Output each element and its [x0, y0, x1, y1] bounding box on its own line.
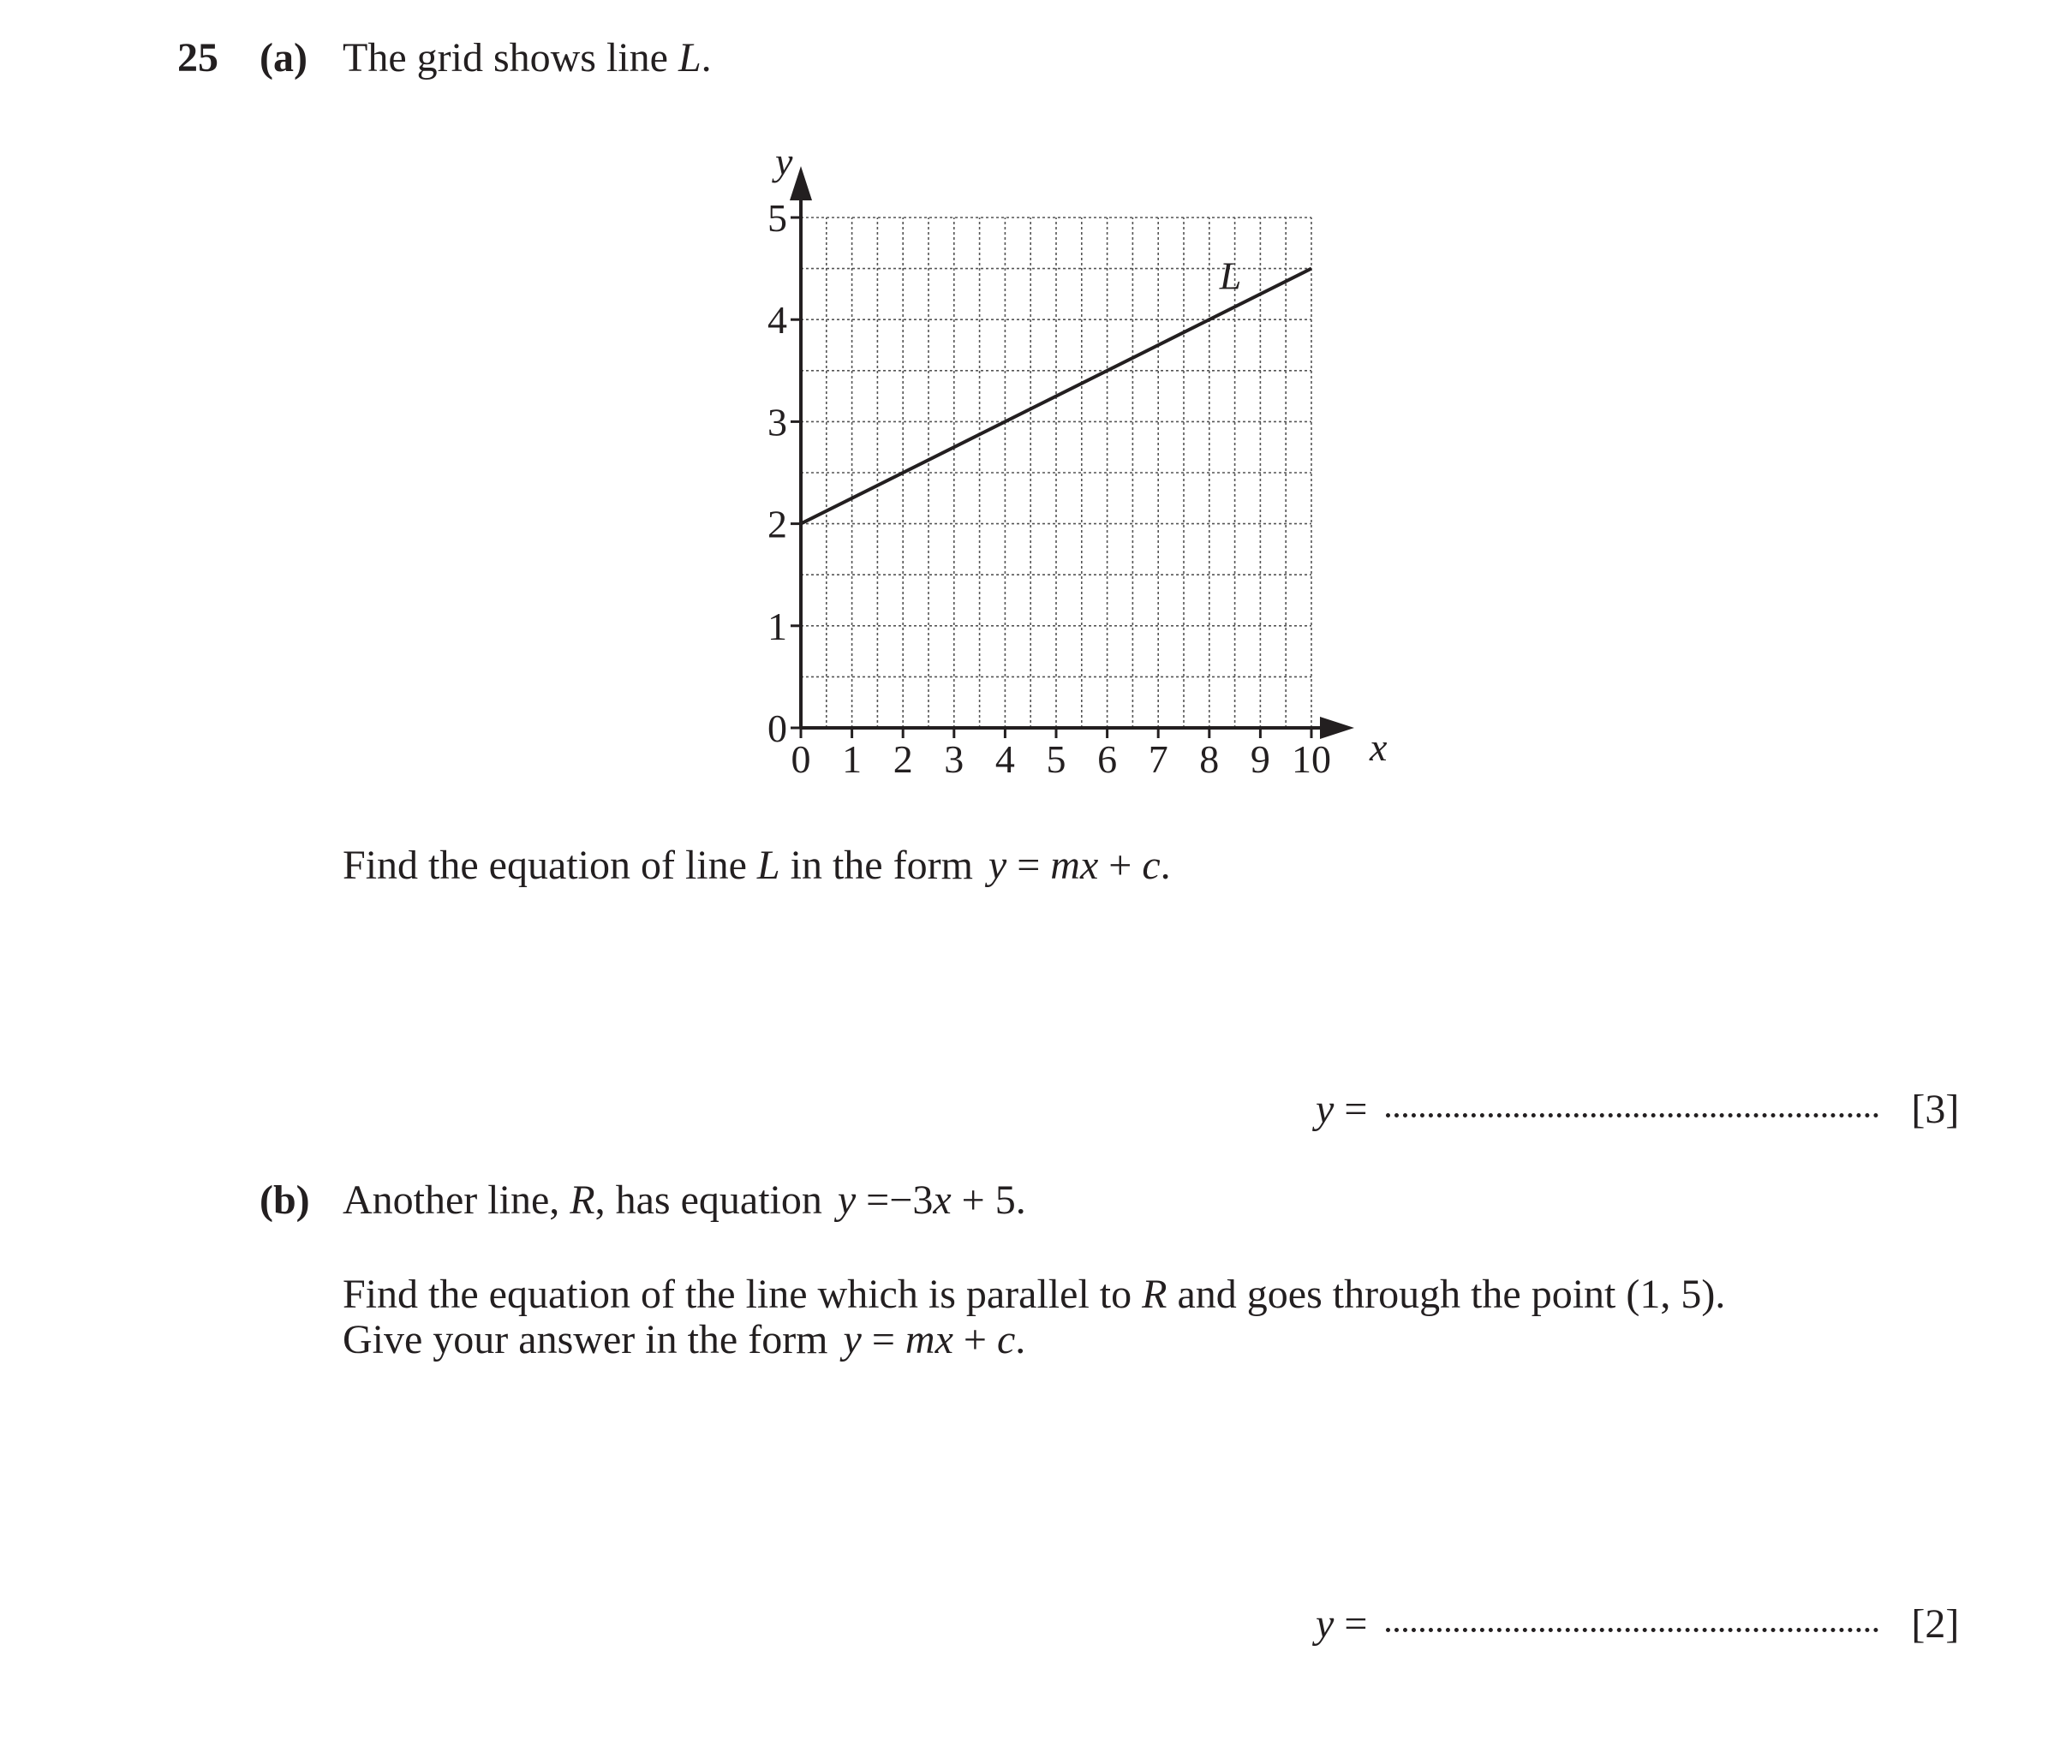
form-equation — [988, 843, 1171, 888]
form-mx: mx — [905, 1317, 953, 1362]
line-r-equation — [838, 1177, 1026, 1223]
y-tick-label: 2 — [767, 502, 787, 546]
x-tick-label: 9 — [1250, 737, 1270, 781]
line-graph — [720, 120, 1388, 805]
line-l-label: L — [1219, 253, 1242, 298]
y-axis-arrow — [790, 166, 812, 200]
part-b-line2 — [343, 1274, 1725, 1315]
form-plus: + — [1098, 843, 1143, 888]
x-axis-label: x — [1370, 725, 1388, 769]
form-plus: + — [952, 1317, 997, 1362]
answer-equals: = — [1334, 1087, 1368, 1132]
part-a-prompt-mid: in the form — [779, 843, 983, 888]
part-b-label: (b) — [260, 1177, 310, 1223]
line-r-variable: R — [570, 1177, 595, 1223]
x-tick-label: 2 — [893, 737, 913, 781]
x-tick-label: 0 — [791, 737, 811, 781]
y-tick-label: 5 — [767, 196, 787, 240]
answer-equals: = — [1334, 1601, 1368, 1647]
part-b-line3 — [343, 1317, 1026, 1362]
eq-coefficient: =−3 — [856, 1177, 934, 1223]
answer-y: y — [1316, 1601, 1335, 1647]
graph-axes — [772, 140, 1388, 769]
answer-y: y — [1316, 1087, 1335, 1132]
x-tick-label: 4 — [994, 737, 1015, 781]
x-tick-label: 3 — [944, 737, 964, 781]
form-equals: = — [861, 1317, 905, 1362]
part-a-prompt-text: Find the equation of line — [343, 843, 757, 888]
y-tick-label: 0 — [767, 706, 787, 750]
x-tick-label: 10 — [1292, 737, 1331, 781]
part-b-line1 — [343, 1177, 1026, 1223]
eq-y: y — [837, 1177, 857, 1223]
form-y: y — [843, 1317, 862, 1362]
form-mx: mx — [1050, 843, 1099, 888]
y-tick-label: 4 — [767, 298, 787, 343]
part-b-line2-end: and goes through the point (1, 5). — [1167, 1272, 1726, 1317]
part-b-answer-line — [1316, 1601, 1960, 1647]
part-b-line1-mid: , has equation — [594, 1177, 833, 1223]
answer-space-a[interactable] — [1386, 1113, 1878, 1117]
eq-x: x — [933, 1177, 952, 1223]
x-tick-label: 7 — [1148, 737, 1168, 781]
part-a-label: (a) — [260, 35, 308, 80]
part-a-intro-text: The grid shows line — [343, 35, 678, 80]
form-end: . — [1160, 843, 1171, 888]
form-c: c — [1142, 843, 1161, 888]
part-b-line3-text: Give your answer in the form — [343, 1317, 839, 1362]
y-tick-label: 3 — [767, 400, 787, 444]
line-l-variable: L — [678, 35, 702, 80]
y-axis-label: y — [775, 140, 793, 183]
line-l-variable: L — [756, 843, 780, 888]
form-equals: = — [1006, 843, 1051, 888]
part-a-prompt — [343, 845, 1171, 886]
x-tick-label: 6 — [1097, 737, 1118, 781]
marks-a: [3] — [1911, 1087, 1960, 1132]
answer-space-b[interactable] — [1386, 1628, 1878, 1632]
eq-tail: + 5. — [951, 1177, 1026, 1223]
part-a-answer-line — [1316, 1089, 1959, 1130]
part-b-line1-text: Another line, — [343, 1177, 570, 1223]
form-end: . — [1015, 1317, 1026, 1362]
part-b-line2-text: Find the equation of the line which is parallel to — [343, 1272, 1143, 1317]
form-y: y — [988, 843, 1007, 888]
question-number: 25 — [177, 35, 218, 80]
x-tick-label: 5 — [1046, 737, 1066, 781]
x-axis-arrow — [1320, 717, 1354, 739]
line-r-variable: R — [1142, 1272, 1167, 1317]
marks-b: [2] — [1911, 1601, 1960, 1647]
x-tick-label: 8 — [1199, 737, 1220, 781]
form-equation — [844, 1317, 1026, 1362]
part-a-intro-end: . — [701, 35, 712, 80]
part-a-intro — [343, 35, 712, 80]
form-c: c — [996, 1317, 1016, 1362]
y-tick-label: 1 — [767, 604, 787, 648]
x-tick-label: 1 — [842, 737, 863, 781]
